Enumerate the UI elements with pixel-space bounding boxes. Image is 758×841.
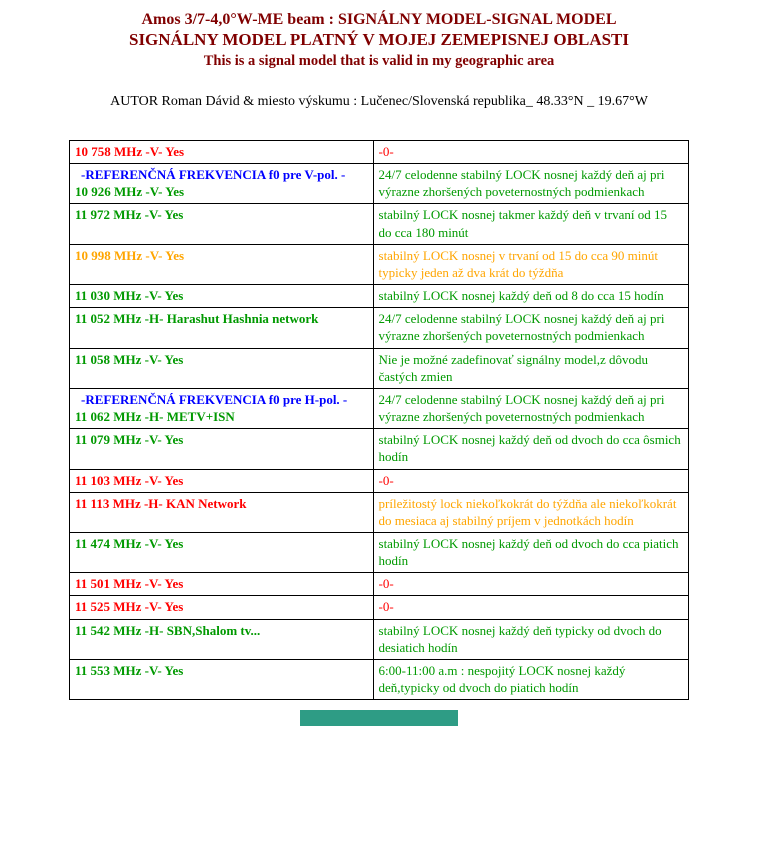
frequency-label: 11 103 MHz -V- Yes: [75, 472, 184, 488]
frequency-label: 11 501 MHz -V- Yes: [75, 576, 184, 592]
signal-description-cell: -0-: [373, 141, 688, 164]
frequency-cell: [70, 204, 374, 244]
frequency-label: 11 542 MHz -H- SBN,Shalom tv...: [75, 622, 261, 638]
frequency-cell: [70, 596, 374, 619]
table-row: [70, 285, 689, 308]
signal-description-cell: 24/7 celodenne stabilný LOCK nosnej každý deň aj pri výrazne zhoršených poveternostných podmienkach: [373, 164, 688, 204]
signal-description-cell: 6:00-11:00 a.m : nespojitý LOCK nosnej každý deň,typicky od dvoch do piatich hodín: [373, 659, 688, 699]
table-row: [70, 429, 689, 469]
signal-description-cell: stabilný LOCK nosnej každý deň od dvoch do cca ôsmich hodín: [373, 429, 688, 469]
table-row: [70, 532, 689, 572]
page-title-line3: This is a signal model that is valid in my geographic area: [203, 53, 555, 69]
frequency-label: 10 998 MHz -V- Yes: [75, 247, 185, 263]
table-row: [70, 573, 689, 596]
frequency-cell: [70, 573, 374, 596]
frequency-cell: [70, 429, 374, 469]
table-row: [70, 596, 689, 619]
table-row: [70, 469, 689, 492]
signal-description-cell: stabilný LOCK nosnej takmer každý deň v trvaní od 15 do cca 180 minút: [373, 204, 688, 244]
table-row: [70, 244, 689, 284]
signal-description-cell: stabilný LOCK nosnej v trvaní od 15 do cca 90 minút typicky jeden až dva krát do týždňa: [373, 244, 688, 284]
frequency-label: 11 058 MHz -V- Yes: [75, 351, 184, 367]
signal-table-body: [70, 141, 689, 700]
frequency-label: -REFERENČNÁ FREKVENCIA f0 pre V-pol. -: [81, 167, 346, 183]
signal-description-cell: stabilný LOCK nosnej každý deň typicky od dvoch do desiatich hodín: [373, 619, 688, 659]
table-row: [70, 492, 689, 532]
frequency-cell: [70, 348, 374, 388]
frequency-cell: [70, 308, 374, 348]
frequency-label: 11 474 MHz -V- Yes: [75, 535, 184, 551]
frequency-cell: [70, 244, 374, 284]
table-row: [70, 141, 689, 164]
frequency-cell: [70, 388, 374, 428]
table-row: [70, 348, 689, 388]
table-row: [70, 204, 689, 244]
frequency-cell: [70, 532, 374, 572]
signal-description-cell: -0-: [373, 596, 688, 619]
frequency-cell: [70, 619, 374, 659]
frequency-cell: [70, 164, 374, 204]
table-row: [70, 164, 689, 204]
frequency-label: 11 553 MHz -V- Yes: [75, 662, 184, 678]
frequency-cell: [70, 285, 374, 308]
frequency-label: 11 113 MHz -H- KAN Network: [75, 495, 247, 511]
author-line: AUTOR Roman Dávid & miesto výskumu : Lučenec/Slovenská republika_ 48.33°N _ 19.67°W: [110, 94, 648, 109]
signal-description-cell: Nie je možné zadefinovať signálny model,z dôvodu častých zmien: [373, 348, 688, 388]
frequency-label: 10 926 MHz -V- Yes: [75, 184, 185, 200]
signal-description-cell: -0-: [373, 469, 688, 492]
frequency-label: 11 062 MHz -H- METV+ISN: [75, 409, 235, 425]
frequency-label: 11 525 MHz -V- Yes: [75, 599, 184, 615]
table-row: [70, 619, 689, 659]
frequency-cell: [70, 492, 374, 532]
signal-description-cell: 24/7 celodenne stabilný LOCK nosnej každý deň aj pri výrazne zhoršených poveternostných podmienkach: [373, 388, 688, 428]
signal-description-cell: 24/7 celodenne stabilný LOCK nosnej každý deň aj pri výrazne zhoršených poveternostných podmienkach: [373, 308, 688, 348]
frequency-cell: [70, 141, 374, 164]
frequency-cell: [70, 659, 374, 699]
footer-button[interactable]: [300, 710, 458, 726]
frequency-label: -REFERENČNÁ FREKVENCIA f0 pre H-pol. -: [81, 391, 348, 407]
table-row: [70, 308, 689, 348]
page-title-line2: SIGNÁLNY MODEL PLATNÝ V MOJEJ ZEMEPISNEJ OBLASTI: [128, 30, 629, 49]
frequency-label: 11 030 MHz -V- Yes: [75, 288, 184, 304]
page-title-line1: Amos 3/7-4,0°W-ME beam : SIGNÁLNY MODEL-SIGNAL MODEL: [141, 11, 617, 28]
signal-description-cell: stabilný LOCK nosnej každý deň od dvoch do cca piatich hodín: [373, 532, 688, 572]
frequency-label: 11 972 MHz -V- Yes: [75, 207, 184, 223]
frequency-label: 11 052 MHz -H- Harashut Hashnia network: [75, 311, 319, 327]
frequency-label: 10 758 MHz -V- Yes: [75, 144, 185, 159]
page-header: [0, 11, 758, 70]
frequency-cell: [70, 469, 374, 492]
signal-description-cell: stabilný LOCK nosnej každý deň od 8 do cca 15 hodín: [373, 285, 688, 308]
table-row: [70, 659, 689, 699]
table-row: [70, 388, 689, 428]
frequency-label: 11 079 MHz -V- Yes: [75, 432, 184, 448]
signal-description-cell: -0-: [373, 573, 688, 596]
signal-description-cell: príležitostý lock niekoľkokrát do týždňa ale niekoľkokrát do mesiaca aj stabilný príjem v jednotkách hodín: [373, 492, 688, 532]
signal-model-table: [69, 140, 689, 700]
